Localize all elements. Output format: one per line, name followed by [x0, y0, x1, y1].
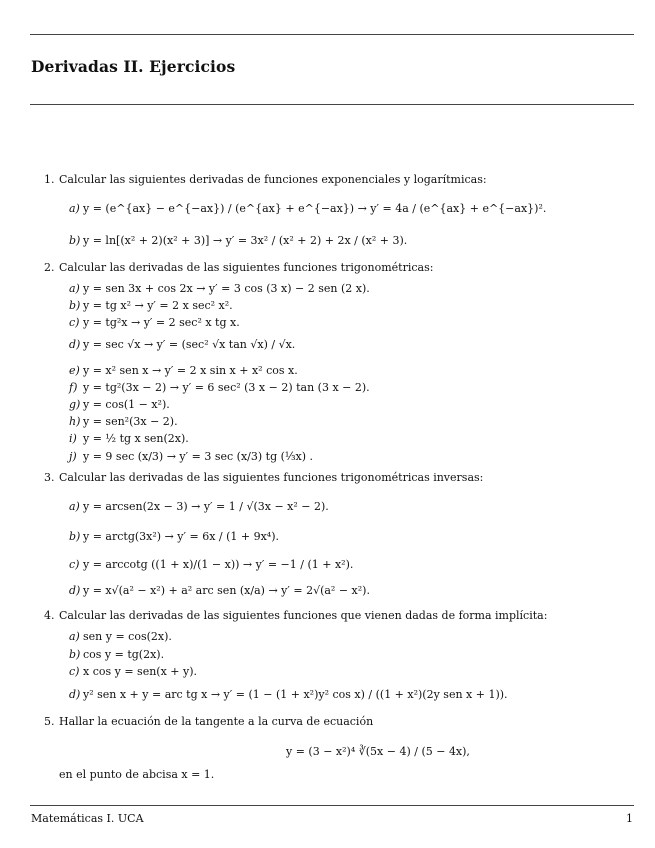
exercise-item — [69, 530, 279, 543]
item-formula: y = cos(1 − x²). — [83, 398, 170, 411]
item-label: i) — [69, 432, 77, 445]
item-formula: cos y = tg(2x). — [83, 648, 165, 661]
exercise-statement: Hallar la ecuación de la tangente a la curva de ecuación — [59, 715, 374, 728]
exercise-item — [69, 381, 370, 394]
item-label: a) — [69, 500, 80, 513]
item-formula: y = arccotg ((1 + x)/(1 − x)) → y′ = −1 / (1 + x²). — [83, 558, 354, 571]
item-label: g) — [69, 398, 81, 411]
exercise-item — [69, 450, 313, 463]
item-formula: sen y = cos(2x). — [83, 630, 172, 643]
exercise-number: 2. — [44, 261, 55, 274]
item-formula: y = sen 3x + cos 2x → y′ = 3 cos (3 x) − 2 sen (2 x). — [83, 282, 370, 295]
item-formula: y = sec √x → y′ = (sec² √x tan √x) / √x. — [83, 338, 296, 351]
item-label: a) — [69, 630, 80, 643]
item-formula: y² sen x + y = arc tg x → y′ = (1 − (1 + x²)y² cos x) / ((1 + x²)(2y sen x + 1)). — [83, 688, 508, 701]
exercise-item — [69, 584, 370, 597]
item-label: d) — [69, 584, 81, 597]
exercise-item — [69, 299, 233, 312]
exercise-item — [69, 432, 189, 445]
exercise-number: 4. — [44, 609, 55, 622]
item-label: b) — [69, 299, 81, 312]
item-label: e) — [69, 364, 80, 377]
top-rule — [30, 34, 634, 35]
exercise-2 — [44, 261, 433, 274]
footer-rule — [30, 805, 634, 806]
item-label: d) — [69, 688, 81, 701]
item-label: h) — [69, 415, 81, 428]
item-label: b) — [69, 648, 81, 661]
exercise-1 — [44, 173, 487, 186]
item-formula: y = sen²(3x − 2). — [83, 415, 178, 428]
item-formula: y = ln[(x² + 2)(x² + 3)] → y′ = 3x² / (x² + 2) + 2x / (x² + 3). — [83, 234, 408, 247]
item-formula: y = arcsen(2x − 3) → y′ = 1 / √(3x − x² − 2). — [83, 500, 329, 513]
item-formula: y = x² sen x → y′ = 2 x sin x + x² cos x. — [83, 364, 298, 377]
exercise-item — [69, 558, 353, 571]
item-formula: y = tg²(3x − 2) → y′ = 6 sec² (3 x − 2) tan (3 x − 2). — [83, 381, 370, 394]
exercise-statement: Calcular las derivadas de las siguientes funciones trigonométricas inversas: — [59, 471, 484, 484]
item-formula: y = tg²x → y′ = 2 sec² x tg x. — [83, 316, 240, 329]
exercise-item — [69, 316, 240, 329]
item-formula: y = 9 sec (x/3) → y′ = 3 sec (x/3) tg (⅓x) . — [83, 450, 314, 463]
title-rule — [30, 104, 634, 105]
exercise-number: 5. — [44, 715, 55, 728]
item-label: a) — [69, 202, 80, 215]
page-number: 1 — [626, 812, 633, 825]
exercise-number: 1. — [44, 173, 55, 186]
exercise-number: 3. — [44, 471, 55, 484]
item-label: b) — [69, 530, 81, 543]
exercise-continuation: en el punto de abcisa x = 1. — [59, 768, 215, 781]
exercise-item — [69, 630, 172, 643]
exercise-item — [69, 234, 407, 247]
exercise-item — [69, 665, 197, 678]
item-label: j) — [69, 450, 77, 463]
exercise-item — [69, 338, 295, 351]
item-formula: y = arctg(3x²) → y′ = 6x / (1 + 9x⁴). — [83, 530, 279, 543]
footer-text: Matemáticas I. UCA — [31, 812, 144, 825]
item-formula: y = (e^{ax} − e^{−ax}) / (e^{ax} + e^{−ax}) → y′ = 4a / (e^{ax} + e^{−ax})². — [83, 202, 547, 215]
exercise-statement: Calcular las siguientes derivadas de funciones exponenciales y logarítmicas: — [59, 173, 487, 186]
exercise-4 — [44, 609, 547, 622]
exercise-item — [69, 202, 546, 215]
exercise-item — [69, 415, 178, 428]
item-label: c) — [69, 665, 80, 678]
exercise-5 — [44, 715, 373, 728]
exercise-item — [69, 648, 164, 661]
exercise-item — [69, 500, 329, 513]
item-formula: y = tg x² → y′ = 2 x sec² x². — [83, 299, 233, 312]
exercise-3 — [44, 471, 483, 484]
item-label: d) — [69, 338, 81, 351]
item-label: f) — [69, 381, 78, 394]
display-equation: y = (3 − x²)⁴ ∛(5x − 4) / (5 − 4x), — [286, 745, 470, 758]
item-label: b) — [69, 234, 81, 247]
item-label: a) — [69, 282, 80, 295]
item-formula: x cos y = sen(x + y). — [83, 665, 197, 678]
exercise-item — [69, 282, 370, 295]
page-title: Derivadas II. Ejercicios — [31, 57, 236, 76]
item-label: c) — [69, 558, 80, 571]
exercise-item — [69, 364, 298, 377]
exercise-statement: Calcular las derivadas de las siguientes funciones que vienen dadas de forma implícita: — [59, 609, 548, 622]
item-formula: y = x√(a² − x²) + a² arc sen (x/a) → y′ = 2√(a² − x²). — [83, 584, 370, 597]
exercise-statement: Calcular las derivadas de las siguientes funciones trigonométricas: — [59, 261, 434, 274]
exercise-item — [69, 688, 508, 701]
item-formula: y = ½ tg x sen(2x). — [83, 432, 189, 445]
exercise-item — [69, 398, 170, 411]
item-label: c) — [69, 316, 80, 329]
